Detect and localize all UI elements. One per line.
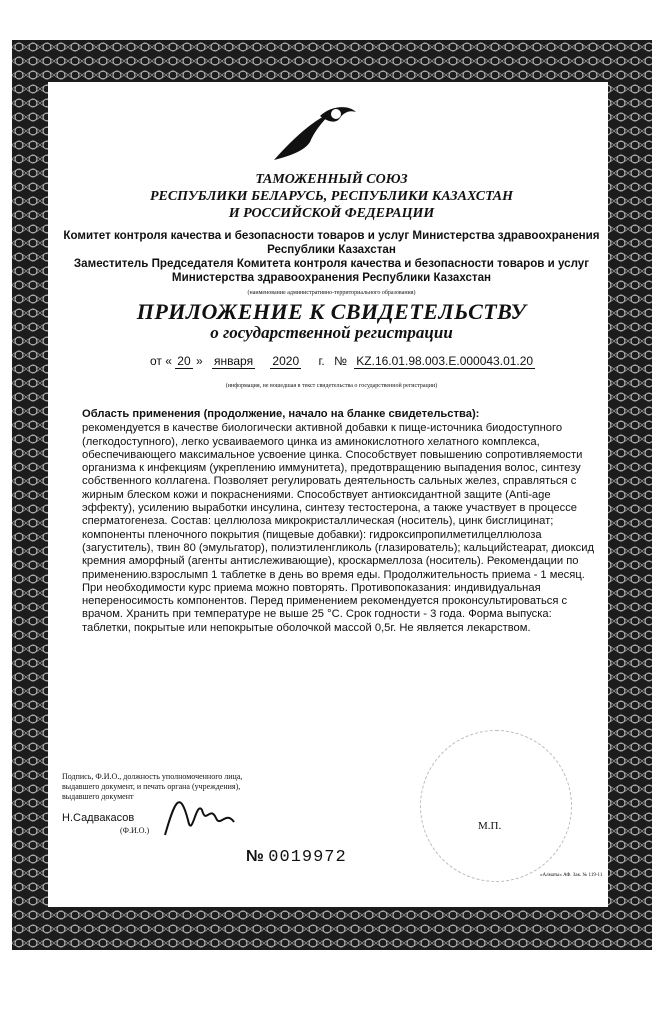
reg-number: KZ.16.01.98.003.E.000043.01.20 [356, 354, 534, 368]
body-line: применению.взрослымп 1 таблетке в день во время еды. Продолжительность приема - 1 месяц. [82, 568, 585, 581]
print-note: «Алматы» АФ. Зак. № 119-11 [540, 873, 603, 878]
body-line: рекомендуется в качестве биологически активной добавки к пище-источника биодоступного [82, 422, 563, 435]
seal-stamp [420, 730, 572, 882]
reg-prefix: от « [150, 354, 172, 368]
body-line: организма к инфекциям (укреплению иммунитета), предотвращению выпадения волос, синтезу [82, 462, 581, 475]
form-number-value: 0019972 [268, 848, 347, 867]
union-title-2: РЕСПУБЛИКИ БЕЛАРУСЬ, РЕСПУБЛИКИ КАЗАХСТАН [149, 189, 514, 204]
reg-year: 2020 [272, 354, 300, 368]
body-line: жирным блеском кожи и покраснениями. Способствует антиоксидантной защите (Anti-age [82, 488, 551, 501]
body-line: кремния аморфный (агенты антислеживающие), кроскармеллоза (носитель). Рекомендации по [82, 555, 579, 568]
body-line: компоненты пленочного покрытия (пищевые добавки): гидроксипропилметилцеллюлоза [82, 528, 542, 541]
body-line: сперматогенеза. Состав: целлюлоза микрокристаллическая (носитель), цинк бисглицинат; [82, 515, 554, 528]
body-line: эффекту), усилению выработки инсулина, синтезу тестостерона, а также участвует в процессе [82, 502, 578, 515]
body-line: таблетки, покрытые или непокрытые оболочкой массой 0,5г. Не является лекарством. [82, 621, 531, 634]
application-text [82, 408, 604, 635]
fio-caption: (Ф.И.О.) [120, 826, 150, 835]
eagle-emblem-icon [270, 102, 360, 164]
committee-line-2: Республики Казахстан [267, 243, 396, 256]
admin-note: (наименование административно-территориального образования) [247, 290, 416, 296]
registration-line [150, 354, 610, 369]
body-line: собственного коллагена. Позволяет регулировать деятельность сальных желез, справляться с [82, 475, 577, 488]
signature-caption-3: выдавшего документ [62, 792, 134, 801]
page-title: ПРИЛОЖЕНИЕ К СВИДЕТЕЛЬСТВУ [136, 299, 527, 324]
reg-no: № [334, 354, 347, 368]
reg-close-quote: » [195, 354, 203, 368]
union-title-3: И РОССИЙСКОЙ ФЕДЕРАЦИИ [228, 206, 435, 221]
body-line: (загуститель), твин 80 (эмульгатор), полиэтиленгликоль (глазирователь); кальцийстеарат, диоксид [82, 541, 594, 554]
body-line: непереносимость компонентов. Перед применением рекомендуется проконсультироваться с [82, 595, 568, 608]
deputy-line-2: Министерства здравоохранения Республики Казахстан [171, 271, 492, 284]
body-line: обеспечивающего максимальное усвоение цинка. Способствует повышению сопротивляемости [82, 448, 583, 461]
signature-caption-1: Подпись, Ф.И.О., должность уполномоченного лица, [62, 772, 243, 781]
page-subtitle: о государственной регистрации [210, 323, 453, 342]
form-number-prefix: № [246, 848, 264, 865]
application-heading: Область применения (продолжение, начало на бланке свидетельства): [82, 408, 480, 420]
seal-place-label: М.П. [478, 820, 502, 832]
signatory-name: Н.Садвакасов [62, 812, 135, 824]
reg-day: 20 [177, 354, 191, 368]
reg-month: января [214, 354, 254, 368]
form-number [246, 848, 347, 867]
union-title-1: ТАМОЖЕННЫЙ СОЮЗ [255, 172, 408, 187]
committee-line-1: Комитет контроля качества и безопасности товаров и услуг Министерства здравоохранения [63, 229, 600, 242]
body-line: (легкодоступного), легко усваиваемого цинка из аминокислотного хелатного комплекса, [82, 435, 540, 448]
reg-g: г. [318, 354, 325, 368]
reg-note: (информация, не вошедшая в текст свидетельства о государственной регистрации) [225, 383, 438, 389]
body-line: При необходимости курс приема можно повторять. Противопоказания: индивидуальная [82, 581, 541, 594]
handwritten-signature-icon [160, 780, 240, 850]
deputy-line-1: Заместитель Председателя Комитета контроля качества и безопасности товаров и услуг [73, 257, 590, 270]
body-line: врачом. Хранить при температуре не выше 25 °С. Срок годности - 3 года. Форма выпуска: [82, 608, 552, 621]
signature-caption-2: выдавшего документ, и печать органа (учреждения), [62, 782, 241, 791]
